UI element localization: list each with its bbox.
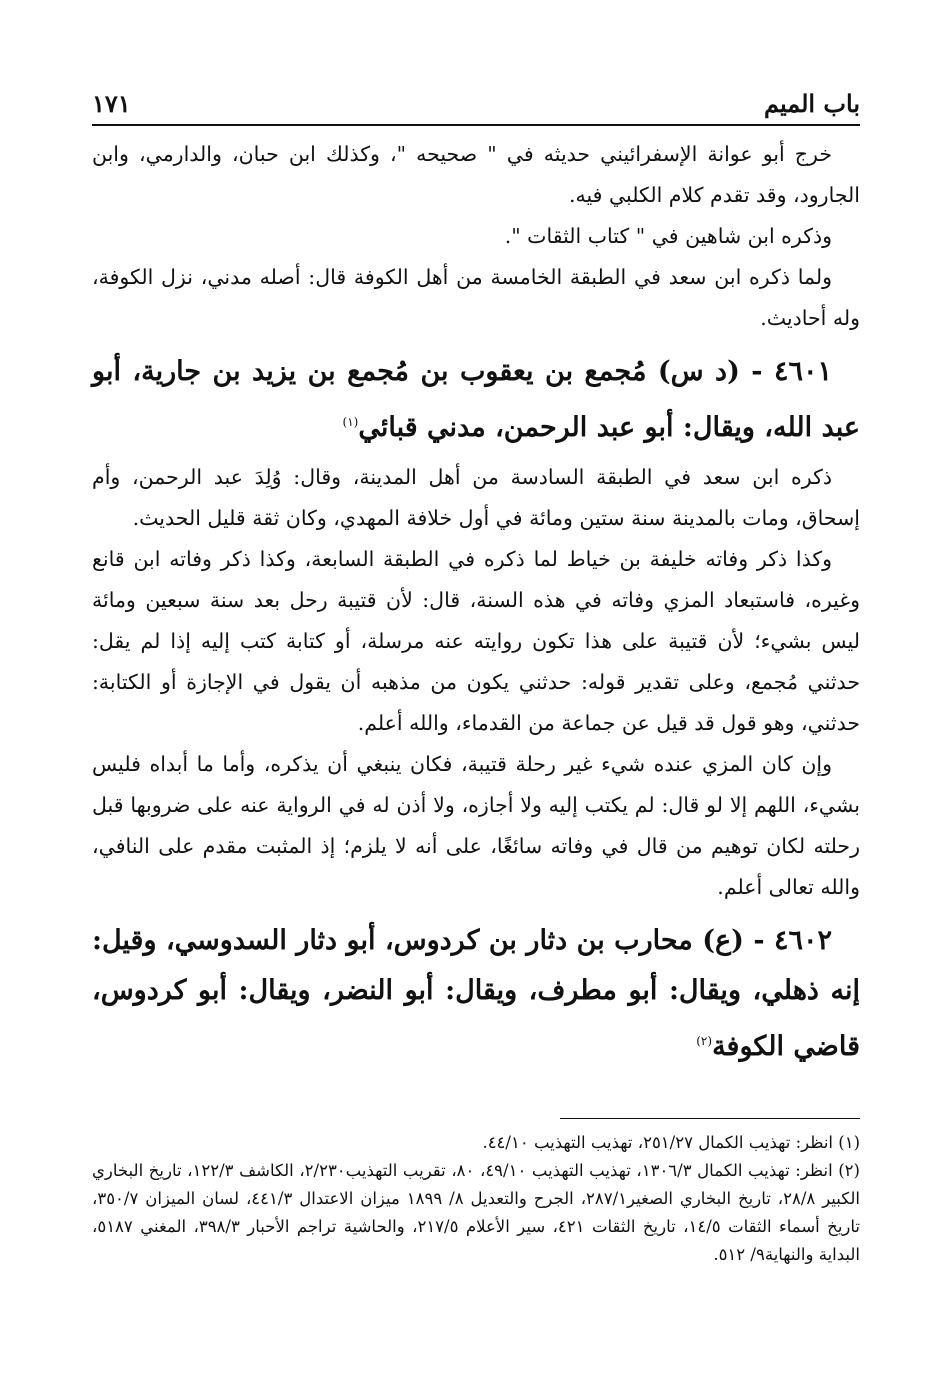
footnote: (١) انظر: تهذيب الكمال ٢٥١/٢٧، تهذيب التهذيب ٤٤/١٠. [482, 1133, 860, 1152]
paragraph: وكذا ذكر وفاته خليفة بن خياط لما ذكره في الطبقة السابعة، وكذا ذكر وفاته ابن قانع وغيره، فاستبعاد المزي وفاته في هذه السنة، قال: لأن قتيبة رحل بعد سنة سبعين ومائة ليس بشيء؛ لأن قتيبة على هذا تكون روايته عنه مرسلة، أو كتابة كتب إليه إذا لم يقل: حدثني مُجمع، وعلى تقدير قوله: حدثني يكون من مذهبه أن يقول في الإجازة أو الكتابة: حدثني، وهو قول قد قيل عن جماعة من القدماء، والله أعلم. [92, 547, 860, 735]
footnote: (٢) انظر: تهذيب الكمال ١٣٠٦/٣، تهذيب التهذيب ٤٩/١٠، ٨٠، تقريب التهذيب٢/٢٣٠، الكاشف ١٢٢/٣، تاريخ البخاري الكبير ٢٨/٨، تاريخ البخاري الصغير٢٨٧/١، الجرح والتعديل ٨/ ١٨٩٩ ميزان الاعتدال ٤٤١/٣، لسان الميزان ٣٥٠/٧، تاريخ أسماء الثقات ١٤/٥، تاريخ الثقات ٤٢١، سير الأعلام ٢١٧/٥، والحاشية تراجم الأحبار ٣٩٨/٣، المغني ٥١٨٧، البداية والنهاية٩/ ٥١٢. [92, 1161, 861, 1264]
paragraph: خرج أبو عوانة الإسفرائيني حديثه في " صحيحه "، وكذلك ابن حبان، والدارمي، وابن الجارود، وقد تقدم كلام الكلبي فيه. [92, 142, 860, 207]
main-text [92, 134, 860, 1076]
paragraph: ولما ذكره ابن سعد في الطبقة الخامسة من أهل الكوفة قال: أصله مدني، نزل الكوفة، وله أحاديث. [92, 265, 860, 330]
footnotes [92, 1118, 860, 1269]
footnote-divider [560, 1118, 860, 1119]
paragraph: وإن كان المزي عنده شيء غير رحلة قتيبة، فكان ينبغي أن يذكره، وأما ما أبداه فليس بشيء، اللهم إلا لو قال: لم يكتب إليه ولا أجازه، ولا أذن له في الرواية عنه على ضروبها قبل رحلته لكان توهيم من قال في وفاته سائغًا، على أنه لا يلزم؛ إذ المثبت مقدم على النافي، والله تعالى أعلم. [92, 752, 860, 899]
biography-entry-heading [92, 916, 860, 1072]
page-header [92, 78, 860, 126]
paragraph: ذكره ابن سعد في الطبقة السادسة من أهل المدينة، وقال: وُلِدَ عبد الرحمن، وأم إسحاق، ومات بالمدينة سنة ستين ومائة في أول خلافة المهدي، وكان ثقة قليل الحديث. [92, 465, 860, 530]
chapter-title: باب الميم [763, 89, 860, 118]
biography-entry-heading [92, 347, 860, 453]
entry-title: ٤٦٠٢ - (ع) محارب بن دثار بن كردوس، أبو دثار السدوسي، وقيل: إنه ذهلي، ويقال: أبو مطرف، ويقال: أبو النضر، ويقال: أبو كردوس، قاضي الكوفة [92, 925, 860, 1062]
footnote-marker: (١) [342, 415, 359, 429]
page-number: ١٧١ [92, 89, 131, 118]
paragraph: وذكره ابن شاهين في " كتاب الثقات ". [504, 224, 832, 248]
footnote-marker: (٢) [696, 1034, 713, 1048]
entry-title: ٤٦٠١ - (د س) مُجمع بن يعقوب بن مُجمع بن يزيد بن جارية، أبو عبد الله، ويقال: أبو عبد الرحمن، مدني قبائي [92, 356, 860, 443]
